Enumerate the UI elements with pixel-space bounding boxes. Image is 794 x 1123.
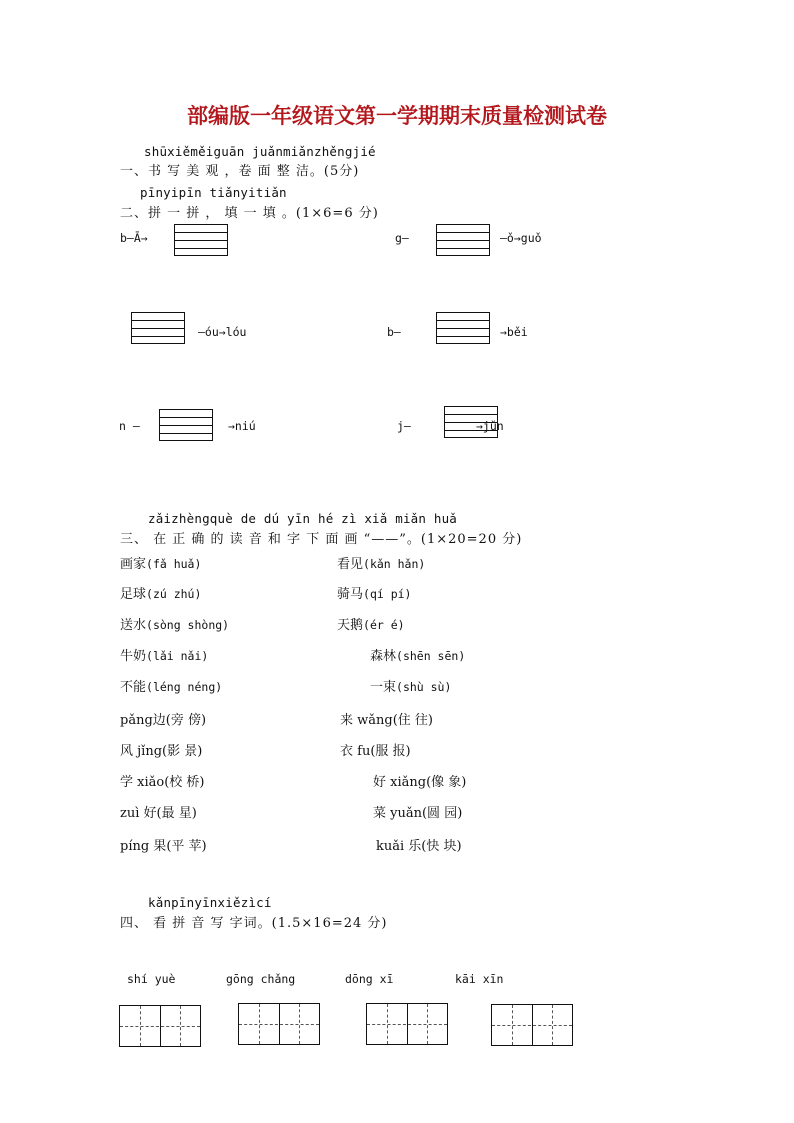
- reading-item[interactable]: pǎng边(旁 傍): [120, 713, 207, 728]
- writing-grid[interactable]: [119, 1005, 201, 1047]
- section-1-heading: 一、书 写 美 观 ，卷 面 整 洁。(5分): [120, 164, 360, 179]
- section-3-pinyin: zǎizhèngquè de dú yīn hé zì xiǎ miǎn huǎ: [148, 511, 458, 526]
- reading-item[interactable]: 学 xiǎo(校 桥): [120, 775, 205, 790]
- writing-grid[interactable]: [491, 1004, 573, 1046]
- pinyin-pair-right: →jǔn: [476, 419, 504, 433]
- reading-item[interactable]: 一束(shù sù): [370, 680, 452, 695]
- pinyin-four-line-box[interactable]: [131, 312, 185, 344]
- reading-item[interactable]: 好 xiǎng(像 象): [373, 775, 467, 790]
- pinyin-four-line-box[interactable]: [159, 409, 213, 441]
- writing-grid[interactable]: [238, 1003, 320, 1045]
- section-2-pinyin: pīnyipīn tiǎnyitiǎn: [140, 185, 287, 200]
- reading-item[interactable]: 衣 fu(服 报): [340, 744, 411, 759]
- section-2-heading: 二、拼 一 拼 ， 填 一 填 。(1×6=6 分): [120, 206, 379, 221]
- write-word-pinyin: shí yuè: [127, 972, 176, 986]
- pinyin-pair-right: —ǒ→guǒ: [500, 231, 542, 245]
- reading-item[interactable]: 天鹅(ér é): [337, 618, 405, 633]
- pinyin-pair-left: b—Ā→: [120, 231, 148, 245]
- reading-item[interactable]: 森林(shēn sēn): [370, 649, 466, 664]
- pinyin-pair-left: b—: [387, 325, 401, 339]
- reading-item[interactable]: 菜 yuǎn(圆 园): [373, 806, 463, 821]
- write-word-pinyin: kāi xīn: [455, 972, 504, 986]
- pinyin-pair-left: j—: [397, 419, 411, 433]
- section-4-pinyin: kǎnpīnyīnxiězìcí: [148, 895, 272, 910]
- pinyin-pair-right: →niú: [228, 419, 256, 433]
- reading-item[interactable]: 来 wǎng(住 往): [340, 713, 433, 728]
- reading-item[interactable]: píng 果(平 苹): [120, 839, 207, 854]
- pinyin-pair-right: —óu→lóu: [198, 325, 247, 339]
- reading-item[interactable]: 画家(fǎ huǎ): [120, 557, 202, 572]
- reading-item[interactable]: 不能(léng néng): [120, 680, 223, 695]
- pinyin-four-line-box[interactable]: [174, 224, 228, 256]
- section-3-heading: 三、 在 正 确 的 读 音 和 字 下 面 画 “——”。(1×20=20 分): [120, 532, 523, 547]
- reading-item[interactable]: 风 jǐng(影 景): [120, 744, 203, 759]
- write-word-pinyin: gōng chǎng: [226, 972, 296, 986]
- reading-item[interactable]: 看见(kǎn hǎn): [337, 557, 426, 572]
- pinyin-four-line-box[interactable]: [436, 224, 490, 256]
- reading-item[interactable]: 牛奶(lǎi nǎi): [120, 649, 209, 664]
- reading-item[interactable]: 足球(zú zhú): [120, 587, 202, 602]
- pinyin-pair-left: g—: [395, 231, 409, 245]
- reading-item[interactable]: kuǎi 乐(快 块): [376, 839, 462, 854]
- reading-item[interactable]: 送水(sòng shòng): [120, 618, 230, 633]
- pinyin-pair-right: →běi: [500, 325, 528, 339]
- pinyin-pair-left: n —: [119, 419, 140, 433]
- reading-item[interactable]: 骑马(qí pí): [337, 587, 412, 602]
- page-title: 部编版一年级语文第一学期期末质量检测试卷: [187, 104, 607, 128]
- section-1-pinyin: shūxiěměiguān juǎnmiǎnzhěngjié: [144, 144, 376, 159]
- writing-grid[interactable]: [366, 1003, 448, 1045]
- write-word-pinyin: dōng xī: [345, 972, 394, 986]
- pinyin-four-line-box[interactable]: [436, 312, 490, 344]
- reading-item[interactable]: zuì 好(最 星): [120, 806, 197, 821]
- section-4-heading: 四、 看 拼 音 写 字词。(1.5×16=24 分): [120, 916, 388, 931]
